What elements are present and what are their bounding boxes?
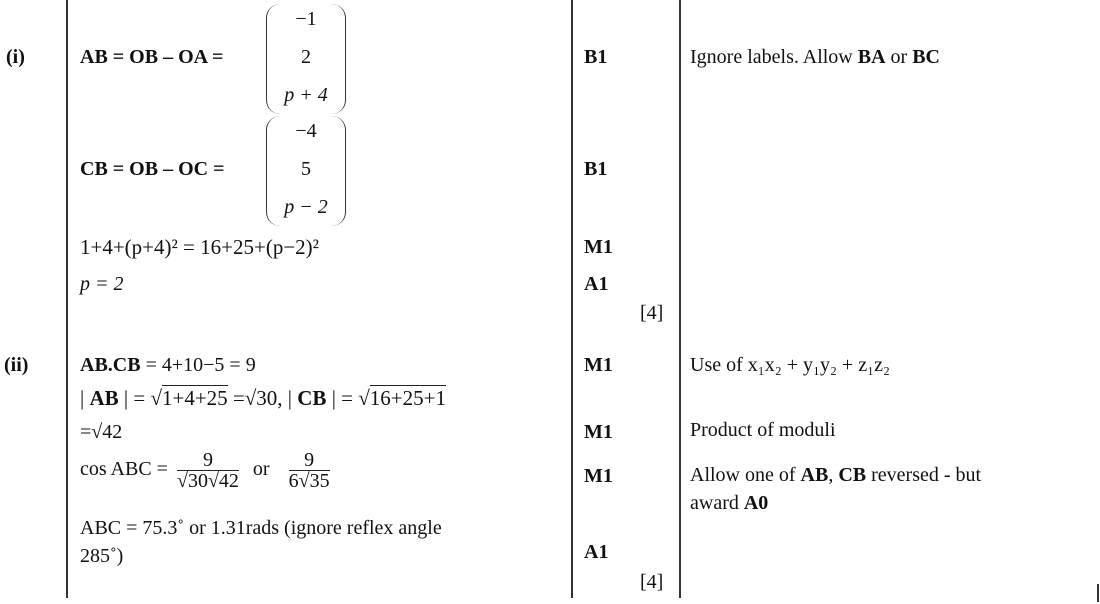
- modulus-equation: 1+4+(p+4)² = 16+25+(p−2)²: [80, 235, 319, 259]
- fraction: [177, 450, 239, 491]
- column-divider: [679, 0, 681, 598]
- fraction: [289, 450, 330, 491]
- cb-equation: CB = OB – OC =: [80, 158, 225, 180]
- part-label: (ii): [4, 354, 29, 376]
- mark: M1: [584, 236, 613, 258]
- mark: M1: [584, 465, 613, 487]
- dot-rhs: = 4+10−5 = 9: [140, 354, 256, 376]
- part-label: (i): [6, 46, 25, 68]
- guidance-note: [690, 492, 768, 514]
- total-marks: [4]: [640, 302, 664, 324]
- p-result: p = 2: [80, 273, 124, 295]
- radicand: 1+4+25: [161, 386, 228, 410]
- cos-equation: [80, 450, 334, 491]
- mark: A1: [584, 273, 609, 295]
- mark: A1: [584, 541, 609, 563]
- vector-entry: p + 4: [284, 84, 328, 106]
- guidance-note: [690, 464, 981, 486]
- text-cursor: [1097, 584, 1099, 602]
- vector-entry: −4: [295, 120, 317, 142]
- guidance-note: Use of x₁x₂ + y₁y₂ + z₁z₂: [690, 354, 890, 376]
- vector-entry: 5: [301, 158, 311, 180]
- mark: B1: [584, 158, 608, 180]
- note-text: A0: [743, 492, 769, 514]
- note-text: Ignore labels. Allow: [690, 46, 858, 68]
- angle-result: ABC = 75.3˚ or 1.31rads (ignore reflex angle: [80, 517, 442, 539]
- note-text: award: [690, 492, 744, 514]
- note-text: BC: [912, 46, 941, 68]
- note-text: AB: [800, 464, 829, 486]
- guidance-note: [690, 46, 940, 68]
- ab-vector: [266, 4, 346, 114]
- cb-vector: [266, 116, 346, 226]
- mark: B1: [584, 46, 608, 68]
- mod-cb: CB: [297, 386, 327, 410]
- note-text: reversed - but: [866, 464, 982, 486]
- vector-entry: p − 2: [284, 196, 328, 218]
- numerator: 9: [177, 450, 239, 471]
- guidance-note: Product of moduli: [690, 419, 836, 441]
- cos-lhs: cos ABC =: [80, 458, 168, 481]
- vector-entry: −1: [295, 8, 317, 30]
- dot-lhs: AB.CB: [80, 354, 141, 376]
- note-text: ,: [828, 464, 839, 486]
- vector-entry: 2: [301, 46, 311, 68]
- mark: M1: [584, 354, 613, 376]
- column-divider: [66, 0, 68, 598]
- note-text: BA: [857, 46, 886, 68]
- note-text: CB: [838, 464, 867, 486]
- mark: M1: [584, 421, 613, 443]
- dot-product: [80, 354, 256, 376]
- ab-equation: AB = OB – OA =: [80, 46, 224, 68]
- moduli: | AB | = √1+4+25 =√30, | CB | = √16+25+1: [80, 386, 446, 410]
- note-text: Allow one of: [690, 464, 801, 486]
- mod-ab: AB: [89, 386, 119, 410]
- note-text: or: [885, 46, 913, 68]
- numerator: 9: [289, 450, 330, 471]
- denominator: √30√42: [176, 470, 239, 492]
- or-text: or: [252, 458, 270, 481]
- mod-cb-value: =√42: [80, 421, 123, 443]
- angle-result-cont: 285˚): [80, 545, 124, 567]
- mod-ab-value: =√30,: [232, 386, 283, 410]
- column-divider: [571, 0, 573, 598]
- radicand: 16+25+1: [369, 386, 446, 410]
- total-marks: [4]: [640, 571, 664, 593]
- denominator: 6√35: [288, 470, 330, 492]
